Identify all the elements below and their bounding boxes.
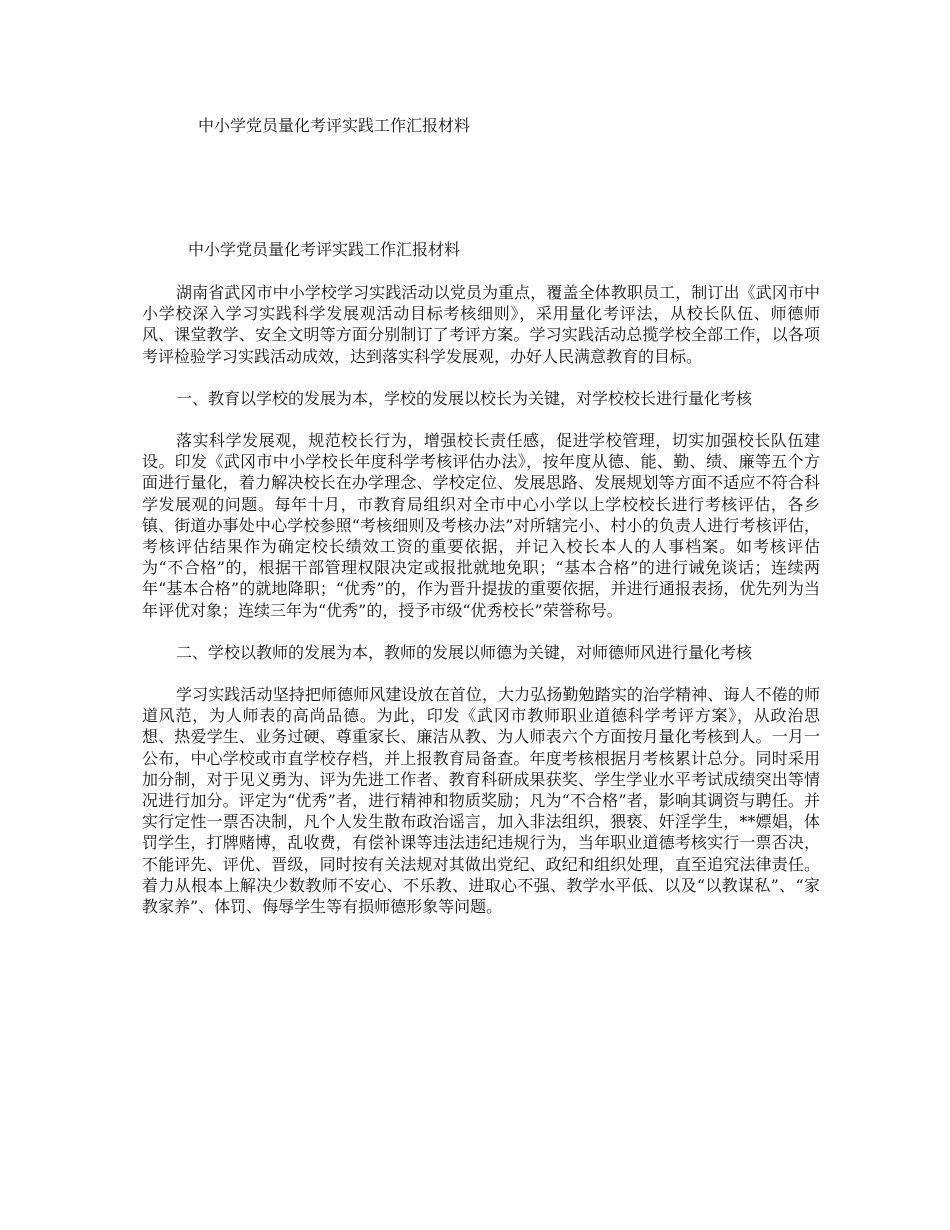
section-one-paragraph: 落实科学发展观，规范校长行为，增强校长责任感，促进学校管理，切实加强校长队伍建设。印发《武冈市中小学校长年度科学考核评估办法》，按年度从德、能、勤、绩、廉等五个方面进行量化，着力解决校长在办学理念、学校定位、发展思路、发展规划等方面不适应不符合科学发展观的问题。每年十月，市教育局组织对全市中心小学以上学校校长进行考核评估，各乡镇、街道办事处中心学校参照“考核细则及考核办法”对所辖完小、村小的负责人进行考核评估，考核评估结果作为确定校长绩效工资的重要依据，并记入校长本人的人事档案。如考核评估为“不合格”的，根据干部管理权限决定或报批就地免职；“基本合格”的进行诫免谈话；连续两年“基本合格”的就地降职；“优秀”的，作为晋升提拔的重要依据，并进行通报表扬，优先列为当年评优对象；连续三年为“优秀”的，授予市级“优秀校长”荣誉称号。 — [142, 431, 820, 620]
intro-paragraph: 湖南省武冈市中小学校学习实践活动以党员为重点，覆盖全体教职员工，制订出《武冈市中小学校深入学习实践科学发展观活动目标考核细则》，采用量化考评法，从校长队伍、师德师风、课堂教学、安全文明等方面分别制订了考评方案。学习实践活动总揽学校全部工作，以各项考评检验学习实践活动成效，达到落实科学发展观，办好人民满意教育的目标。 — [142, 283, 820, 366]
document-title: 中小学党员量化考评实践工作汇报材料 — [198, 116, 471, 135]
section-one-heading: 一、教育以学校的发展为本，学校的发展以校长为关键，对学校校长进行量化考核 — [176, 388, 753, 408]
document-body — [142, 282, 820, 938]
section-two-heading: 二、学校以教师的发展为本，教师的发展以师德为关键，对师德师风进行量化考核 — [176, 642, 753, 662]
section-two-paragraph: 学习实践活动坚持把师德师风建设放在首位，大力弘扬勤勉踏实的治学精神、诲人不倦的师道风范，为人师表的高尚品德。为此，印发《武冈市教师职业道德科学考评方案》，从政治思想、热爱学生、业务过硬、尊重家长、廉洁从教、为人师表六个方面按月量化考核到人。一月一公布，中心学校或市直学校存档，并上报教育局备查。年度考核根据月考核累计总分。同时采用加分制，对于见义勇为、评为先进工作者、教育科研成果获奖、学生学业水平考试成绩突出等情况进行加分。评定为“优秀”者，进行精神和物质奖励；凡为“不合格”者，影响其调资与聘任。并实行定性一票否决制，凡个人发生散布政治谣言，加入非法组织，猥亵、奸淫学生，**嫖娼，体罚学生，打牌赌博，乱收费，有偿补课等违法违纪违规行为，当年职业道德考核实行一票否决，不能评先、评优、晋级，同时按有关法规对其做出党纪、政纪和组织处理，直至追究法律责任。着力从根本上解决少数教师不安心、不乐教、进取心不强、教学水平低、以及“以教谋私”、“家教家养”、体罚、侮辱学生等有损师德形象等问题。 — [142, 685, 820, 917]
document-subtitle: 中小学党员量化考评实践工作汇报材料 — [188, 240, 461, 259]
